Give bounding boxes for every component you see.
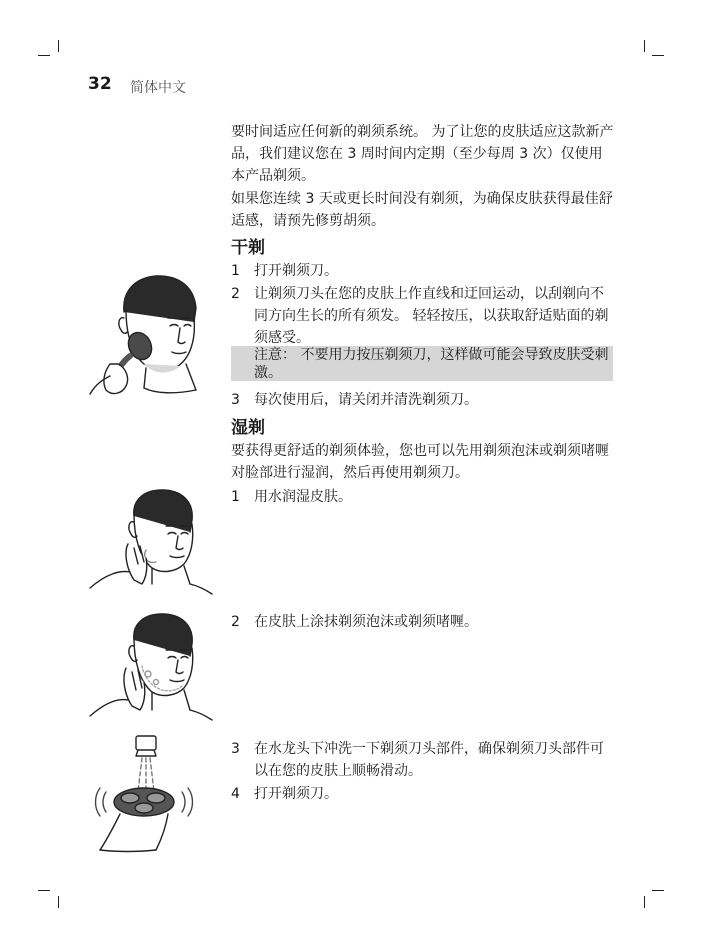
crop-mark — [644, 40, 645, 52]
crop-mark — [38, 55, 50, 56]
crop-mark — [58, 40, 59, 52]
shaving-face-illustration — [86, 268, 216, 404]
note-text: 注意： 不要用力按压剃须刀，这样做可能会导致皮肤受刺激。 — [254, 347, 609, 381]
crop-mark — [58, 896, 59, 908]
step-number: 3 — [231, 741, 240, 757]
page-language: 简体中文 — [130, 80, 186, 96]
step-text: 打开剃须刀。 — [254, 786, 338, 802]
rinsing-shaver-illustration — [86, 734, 196, 854]
intro-paragraph-1: 要时间适应任何新的剃须系统。 为了让您的皮肤适应这款新产品，我们建议您在 3 周时间内定期（至少每周 3 次）仅使用本产品剃须。 — [231, 124, 614, 184]
applying-foam-illustration — [86, 612, 216, 724]
step-number: 1 — [231, 263, 240, 279]
step-number: 1 — [231, 489, 240, 505]
step-text: 打开剃须刀。 — [254, 263, 338, 279]
crop-mark — [652, 890, 664, 891]
step-text: 在皮肤上涂抹剃须泡沫或剃须啫喱。 — [254, 614, 478, 630]
wet-step-2 — [231, 611, 616, 633]
page-number: 32 — [88, 74, 112, 94]
step-text: 每次使用后，请关闭并清洗剃须刀。 — [254, 392, 478, 408]
crop-mark — [644, 896, 645, 908]
step-number: 4 — [231, 786, 240, 802]
dry-step-1 — [231, 260, 616, 282]
crop-mark — [652, 55, 664, 56]
wet-step-3 — [231, 738, 616, 782]
step-number: 2 — [231, 286, 240, 302]
step-text: 在水龙头下冲洗一下剃须刀头部件，确保剃须刀头部件可以在您的皮肤上顺畅滑动。 — [254, 741, 604, 779]
dry-step-2 — [231, 283, 616, 349]
wet-step-4 — [231, 783, 616, 805]
step-number: 2 — [231, 614, 240, 630]
section-title-dry-shave: 干剃 — [231, 238, 265, 258]
section-title-wet-shave: 湿剃 — [231, 418, 265, 438]
intro-paragraph-2: 如果您连续 3 天或更长时间没有剃须，为确保皮肤获得最佳舒适感，请预先修剪胡须。 — [231, 191, 613, 229]
crop-mark — [38, 890, 50, 891]
dry-step-3 — [231, 389, 616, 411]
step-text: 让剃须刀头在您的皮肤上作直线和迂回运动，以刮剃向不同方向生长的所有须发。 轻轻按压，以获取舒适贴面的剃须感受。 — [254, 286, 609, 346]
wet-step-1 — [231, 486, 616, 508]
wetting-face-illustration — [86, 488, 216, 596]
wet-intro-paragraph: 要获得更舒适的剃须体验，您也可以先用剃须泡沫或剃须啫喱对脸部进行湿润，然后再使用剃须刀。 — [231, 443, 609, 481]
note-box — [231, 346, 613, 381]
step-number: 3 — [231, 392, 240, 408]
step-text: 用水润湿皮肤。 — [254, 489, 352, 505]
